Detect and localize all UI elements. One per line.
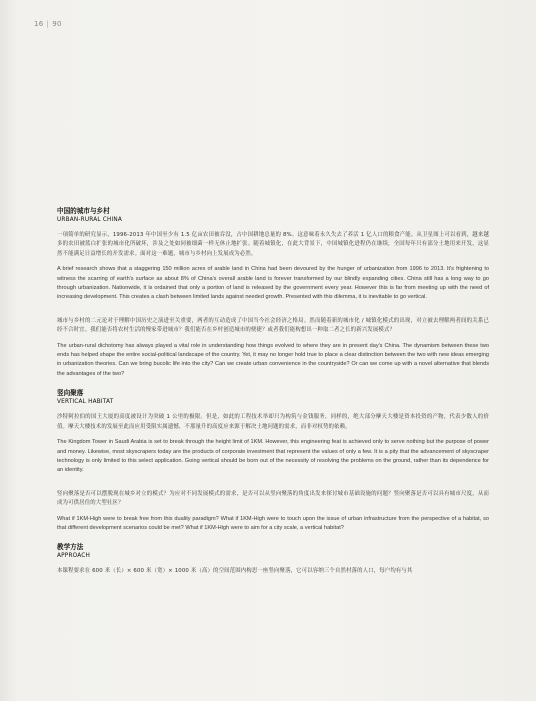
section-vertical-habitat — [57, 389, 489, 533]
section-urban-rural — [57, 207, 489, 379]
header-label: 16 — [34, 20, 44, 28]
page-header — [34, 20, 62, 28]
section-heading-cn: 竖向聚落 — [57, 389, 84, 398]
paragraph-cn: 沙特阿拉伯的国王大厦的高度被设计为突破 1 公里的极限。但是，如此的工程技术举却只为构筑与金钱服务，同样的，绝大部分摩天大楼是资本投资的产物，代表少数人的价值。摩天大楼技术的发展至此而应用受限实属遗憾，不那量升的高度应来源于解决土地问题的需求，而非对权势的依赖。 — [57, 414, 489, 430]
paragraph-cn: 一项简单的研究显示，1996-2013 年中国至少有 1.5 亿亩农田被吞没，占中国耕地总量的 8%。这意味着永久失去了养活 1 亿人口的粮食产能。从卫星图上可以看到，越来越多的农田被蓝白扩张的城市化所破坏，涉及之处如同被细菌一样无休止地扩张。随着城镇化，在此大背景下，中国城镇化进程仍在继续，全国每年只有部分土地用来开发，这显然不能满足日益增长的开发需求。面对这一难题，城市与乡村向上发展成为必然。 — [57, 232, 489, 257]
header-separator: | — [46, 20, 50, 28]
paragraph-cn: 竖向聚落是否可以摆脱现在城乡对立的模式？为应对不同发展模式的需求，是否可以从竖向聚落的角度出发来探讨城市基础设施的问题？竖向聚落是否可以具有城市尺度，从而成为可供居住的大型社区？ — [57, 490, 489, 507]
paragraph-en: What if 1KM-High were to break free from this duality paradigm? What if 1KM-High were to touch upon the issue of urban infrastructure from the perspective of a habitat, so that different development scenarios could be met? What if 1KM-High were to aim for a city scale, a vertical habitat? — [57, 515, 489, 531]
page-number: 90 — [52, 20, 62, 28]
main-content — [57, 207, 489, 583]
section-heading-en: VERTICAL HABITAT — [57, 397, 114, 406]
section-heading-en: APPROACH — [57, 551, 91, 560]
paragraph-en: The Kingdom Tower in Saudi Arabia is set to break through the height limit of 1KM. However, this engineering feat is achieved only to serve nothing but the purpose of power and money. Likewise, most skyscrapers today are the products of corporate investment that represent the values of only a few. It is a pity that the advancement of skyscraper technology is only limited to this select application. Going vertical should be born out of the necessity of resolving the problems on the ground, rather than its dependence for an identity. — [57, 439, 489, 474]
section-heading-cn: 中国的城市与乡村 — [57, 207, 110, 215]
section-heading-en: URBAN-RURAL CHINA — [57, 215, 123, 223]
paragraph-cn: 城市与乡村的二元论对于理解中国历史之演进至关重要，两者的互动造成了中国当今社会经济之格局。然而随着新的城市化 / 城镇化模式的出现，对立被去理解两者间的关系已经不合时宜。我们能否将农村生活的慢家带进城市？我们能否在乡村创造城市的便捷？或者我们能构想出一种取二者之长的新兴发展模式？ — [57, 317, 489, 334]
paragraph-en: A brief research shows that a staggering 150 million acres of arable land in China had been devoured by the hunger of urbanization from 1996 to 2013. It's frightening to witness the scarring of earth's surface as about 8% of China's overall arable land is forever transformed by our blindly expanding cities. China still has a long way to go through urbanization. Nationwide, it is ordained that only a portion of land is released by the government every year. However this is far from meeting up with the need of increasing development. This creates a clash between limited lands against needed growth. Presented with this dilemma, it is inevitable to go vertical. — [57, 266, 489, 301]
paragraph-cn: 本课程要求在 600 米（长）× 600 米（宽）× 1000 米（高）的空间范围内构思一座竖向聚落，它可以容纳三个自然村落的人口，每户均有与其 — [57, 568, 413, 575]
section-approach — [57, 543, 489, 576]
section-heading-cn: 教学方法 — [57, 543, 84, 552]
paragraph-en: The urban-rural dichotomy has always played a vital role in understanding how things evolved to where they are in present day's China. The dynamism between these two ends has helped shape the entire social-political landscape of the country. Yet, it may no longer hold true to place a clear distinction between the two with new ideas emerging in urbanization theories. Can we bring bucolic life into the city? Can we create urban convenience in the countryside? Or can we come up with a novel alternative that blends the advantages of the two? — [57, 342, 489, 377]
